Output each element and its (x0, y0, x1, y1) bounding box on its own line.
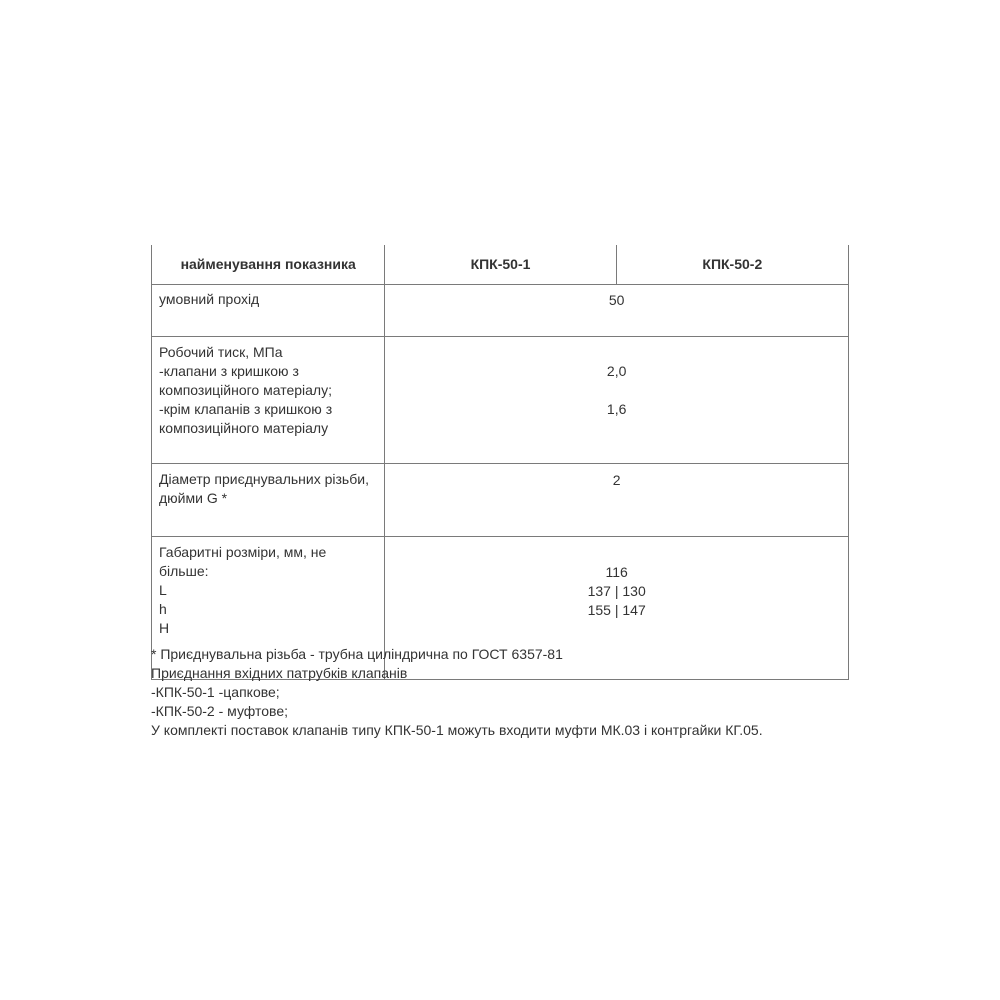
spec-table (151, 245, 849, 680)
thread-diameter-value: 2 (385, 464, 849, 537)
table-header-row (152, 245, 849, 285)
footnote-thread: * Приєднувальна різьба - трубна циліндрична по ГОСТ 6357-81 (151, 646, 563, 662)
note-kpk-50-2-connection: -КПК-50-2 - муфтове; (151, 703, 288, 719)
working-pressure-label-line: -клапани з кришкою з (159, 363, 299, 379)
dimensions-label-line: L (159, 582, 167, 598)
working-pressure-value-composite-cover: 2,0 (606, 363, 627, 379)
dimension-value-L: 116 (605, 564, 628, 580)
working-pressure-label-line: Робочий тиск, МПа (159, 344, 283, 360)
note-inlet-connection-heading: Приєднання вхідних патрубків клапанів (151, 665, 408, 681)
dimension-value-H: 155 | 147 (587, 602, 646, 618)
working-pressure-label-line: композиційного матеріалу (159, 420, 329, 436)
header-kpk-50-1: КПК-50-1 (385, 245, 616, 285)
nominal-bore-value: 50 (385, 285, 849, 337)
header-parameter-name: найменування показника (152, 245, 385, 285)
working-pressure-values (385, 337, 849, 464)
working-pressure-label-line: -крім клапанів з кришкою з (159, 401, 333, 417)
dimensions-label-line: Габаритні розміри, мм, не (159, 544, 327, 560)
table-row-nominal-bore (152, 285, 849, 337)
working-pressure-label (152, 337, 385, 464)
dimensions-label-line: H (159, 620, 170, 636)
table-row-thread-diameter (152, 464, 849, 537)
working-pressure-label-line: композиційного матеріалу; (159, 382, 332, 398)
header-kpk-50-2: КПК-50-2 (616, 245, 848, 285)
note-delivery-kit: У комплекті поставок клапанів типу КПК-50-1 можуть входити муфти МК.03 і контргайки КГ.05. (151, 722, 763, 738)
dimensions-label-line: h (159, 601, 167, 617)
thread-diameter-label-line: Діаметр приєднувальних різьби, (159, 471, 369, 487)
footnotes (151, 645, 871, 740)
dimension-value-h: 137 | 130 (587, 583, 646, 599)
table-row-working-pressure (152, 337, 849, 464)
note-kpk-50-1-connection: -КПК-50-1 -цапкове; (151, 684, 280, 700)
working-pressure-value-other: 1,6 (606, 401, 627, 417)
dimensions-label-line: більше: (159, 563, 209, 579)
thread-diameter-label-line: дюйми G * (159, 490, 228, 506)
thread-diameter-label (152, 464, 385, 537)
nominal-bore-label: умовний прохід (152, 285, 385, 337)
